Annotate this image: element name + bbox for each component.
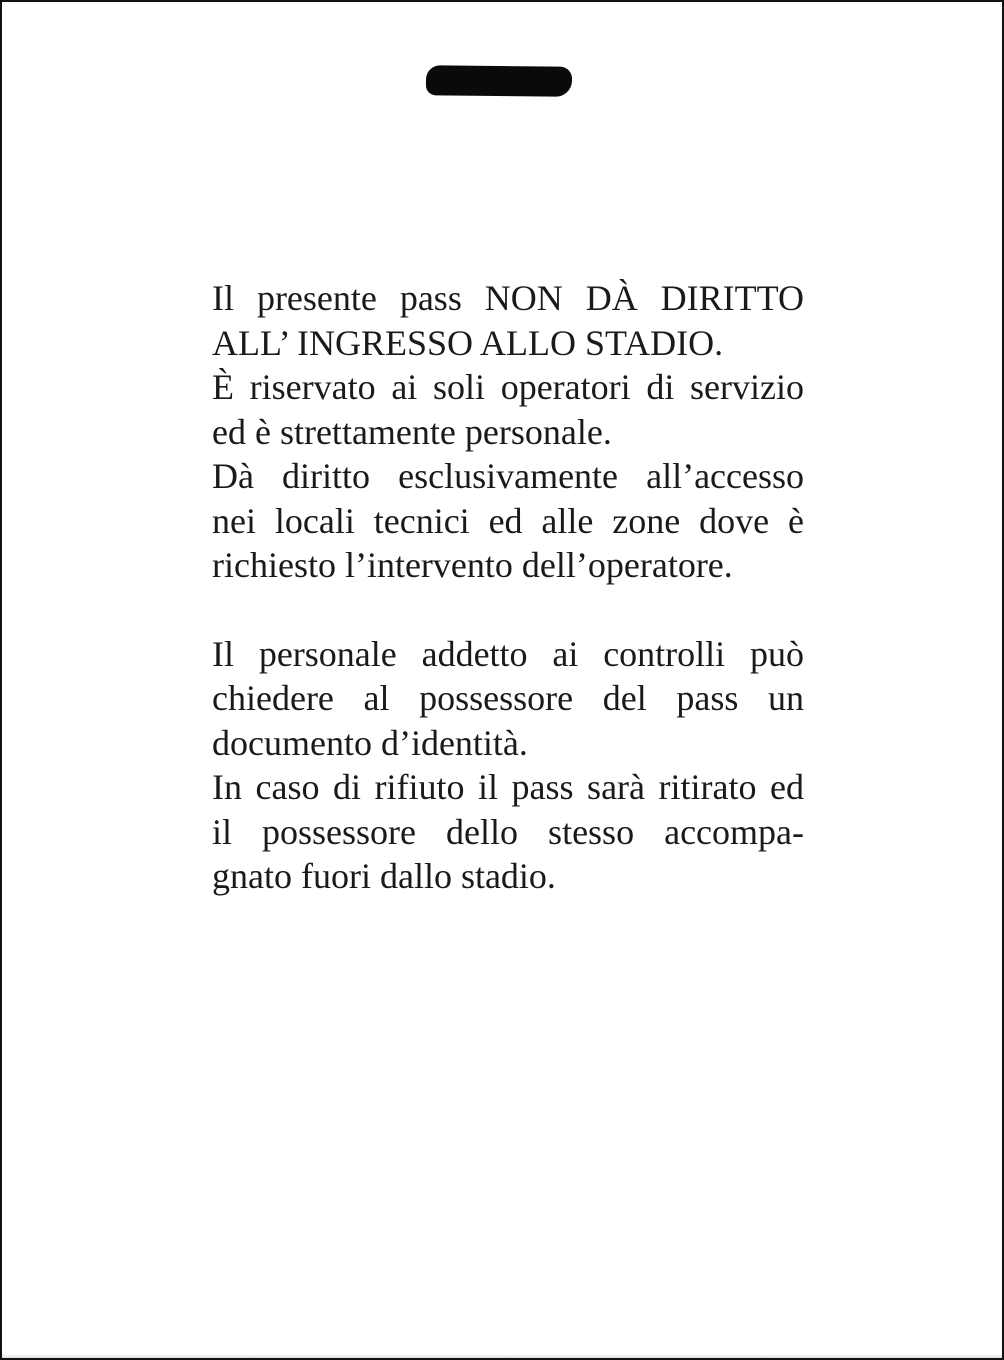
text-line: ed è strettamente personale. [212, 411, 612, 452]
text-line: il possessore dello stesso accompa- [212, 811, 804, 852]
pass-notice-text [212, 276, 804, 899]
text-line: chiedere al possessore del pass un [212, 678, 804, 718]
redaction-mark [426, 65, 572, 97]
text-line: È riservato ai soli operatori di servizio [212, 367, 804, 407]
text-line: documento d’identità. [212, 722, 528, 763]
access-restriction-paragraph [212, 276, 804, 588]
text-line: Il presente pass NON DÀ DIRITTO [212, 278, 804, 318]
text-line: nei locali tecnici ed alle zone dove è [212, 500, 804, 541]
text-line: Dà diritto esclusivamente all’accesso [212, 456, 804, 496]
scan-edge [2, 1354, 1002, 1358]
identity-check-paragraph [212, 632, 804, 899]
text-line: ALL’ INGRESSO ALLO STADIO. [212, 322, 724, 363]
text-line: richiesto l’intervento dell’operatore. [212, 545, 733, 585]
text-line: gnato fuori dallo stadio. [212, 856, 556, 896]
text-line: In caso di rifiuto il pass sarà ritirato ed [212, 767, 804, 807]
text-line: Il personale addetto ai controlli può [212, 633, 804, 674]
